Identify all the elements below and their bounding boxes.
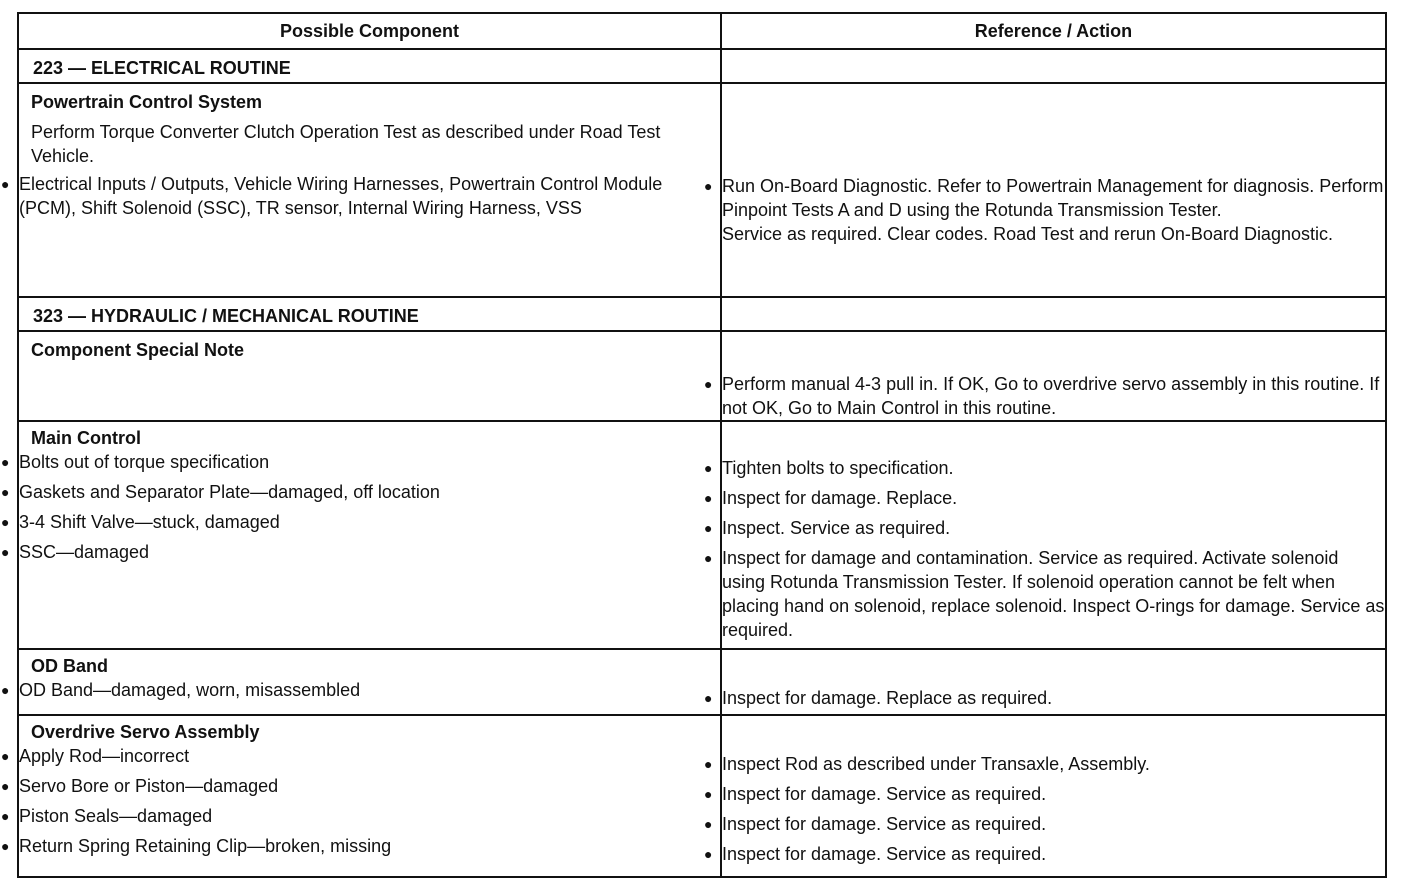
- section-empty-cell: [721, 49, 1386, 83]
- section-row-323: [18, 297, 1386, 331]
- main-control-items: [19, 450, 720, 564]
- list-item: ● Tighten bolts to specification.: [722, 456, 1385, 480]
- group-title-powertrain: Powertrain Control System: [31, 92, 263, 112]
- group-title-main-control: Main Control: [31, 428, 141, 448]
- section-cell: [18, 297, 721, 331]
- od-band-items: [19, 678, 720, 702]
- component-cell: [18, 83, 721, 297]
- list-item: ● Inspect Rod as described under Transaxle, Assembly.: [722, 752, 1385, 776]
- group-title-servo: Overdrive Servo Assembly: [31, 722, 260, 742]
- column-header-action: Reference / Action: [721, 13, 1386, 49]
- section-title-223: 223 — ELECTRICAL ROUTINE: [33, 58, 291, 78]
- list-item: ● SSC—damaged: [19, 540, 720, 564]
- list-item: ● Perform manual 4-3 pull in. If OK, Go to overdrive servo assembly in this routine. If not OK, Go to Main Control in this routine.: [722, 372, 1385, 420]
- list-item: ● Inspect for damage. Replace as required.: [722, 686, 1385, 710]
- component-cell: [18, 421, 721, 649]
- servo-items: [19, 744, 720, 858]
- group-title-od-band: OD Band: [31, 656, 109, 676]
- section-row-223: [18, 49, 1386, 83]
- special-note-actions: [722, 332, 1385, 420]
- list-item: ● 3-4 Shift Valve—stuck, damaged: [19, 510, 720, 534]
- row-main-control: [18, 421, 1386, 649]
- od-band-actions: [722, 650, 1385, 710]
- main-control-actions: [722, 422, 1385, 642]
- list-item: ● Servo Bore or Piston—damaged: [19, 774, 720, 798]
- list-item: ● Apply Rod—incorrect: [19, 744, 720, 768]
- action-cell: [721, 83, 1386, 297]
- row-servo: [18, 715, 1386, 877]
- section-empty-cell: [721, 297, 1386, 331]
- list-item: ● Inspect. Service as required.: [722, 516, 1385, 540]
- list-item: ● Inspect for damage. Replace.: [722, 486, 1385, 510]
- action-text: ● Run On-Board Diagnostic. Refer to Powertrain Management for diagnosis. Perform Pinpoint Tests A and D using the Rotunda Transmission Tester.: [722, 176, 1384, 220]
- list-item: ● Inspect for damage. Service as required.: [722, 842, 1385, 866]
- row-powertrain: [18, 83, 1386, 297]
- list-item: ● OD Band—damaged, worn, misassembled: [19, 678, 720, 702]
- list-item: ● Piston Seals—damaged: [19, 804, 720, 828]
- row-od-band: [18, 649, 1386, 715]
- list-item: ● Electrical Inputs / Outputs, Vehicle Wiring Harnesses, Powertrain Control Module (PCM), Shift Solenoid (SSC), TR sensor, Internal Wiring Harness, VSS: [19, 172, 720, 220]
- action-text: Service as required. Clear codes. Road Test and rerun On-Board Diagnostic.: [722, 224, 1333, 244]
- component-cell: [18, 331, 721, 421]
- powertrain-actions: [722, 84, 1385, 246]
- list-item: ● Inspect for damage. Service as required.: [722, 782, 1385, 806]
- component-cell: [18, 715, 721, 877]
- powertrain-items: [19, 172, 720, 220]
- section-title-323: 323 — HYDRAULIC / MECHANICAL ROUTINE: [33, 306, 419, 326]
- powertrain-intro: Perform Torque Converter Clutch Operation Test as described under Road Test Vehicle.: [31, 122, 661, 166]
- list-item: ● Inspect for damage. Service as required.: [722, 812, 1385, 836]
- component-cell: [18, 649, 721, 715]
- action-cell: [721, 421, 1386, 649]
- list-item: [722, 174, 1385, 246]
- column-header-component: Possible Component: [18, 13, 721, 49]
- list-item: ● Bolts out of torque specification: [19, 450, 720, 474]
- list-item: ● Inspect for damage and contamination. Service as required. Activate solenoid using Rotunda Transmission Tester. If solenoid operation cannot be felt when placing hand on solenoid, replace solenoid. Inspect O-rings for damage. Service as required.: [722, 546, 1385, 642]
- servo-actions: [722, 716, 1385, 866]
- action-cell: [721, 715, 1386, 877]
- row-special-note: [18, 331, 1386, 421]
- action-cell: [721, 331, 1386, 421]
- section-cell: [18, 49, 721, 83]
- diagnosis-table: [17, 12, 1387, 878]
- group-title-special-note: Component Special Note: [31, 340, 245, 360]
- header-row: [18, 13, 1386, 49]
- action-cell: [721, 649, 1386, 715]
- list-item: ● Return Spring Retaining Clip—broken, missing: [19, 834, 720, 858]
- list-item: ● Gaskets and Separator Plate—damaged, off location: [19, 480, 720, 504]
